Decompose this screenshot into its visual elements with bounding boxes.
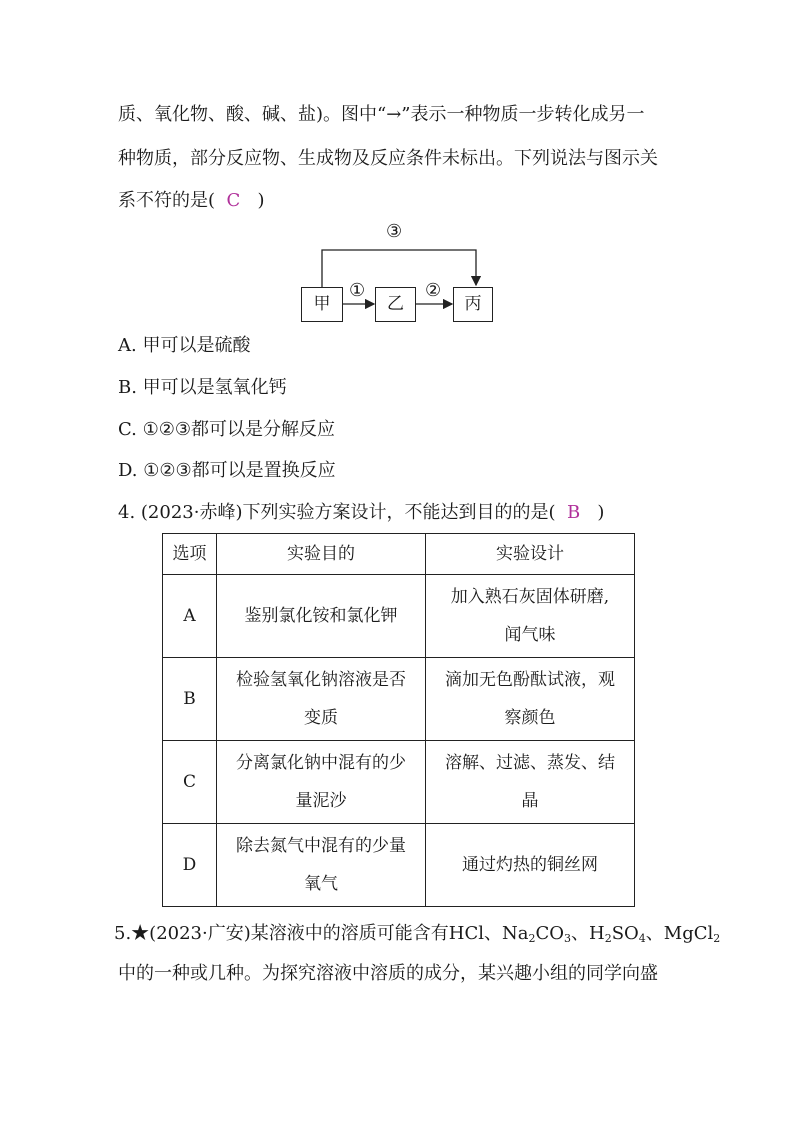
answer-q4: B [566,502,581,523]
table-cell-option: A [163,575,217,658]
table-row [163,741,635,824]
formula-part: H [589,923,605,944]
table-header: 选项 [163,534,217,575]
cell-text: 检验氢氧化钠溶液是否 [236,670,406,690]
formula-part: MgCl [663,923,714,944]
formula-na2co3 [502,923,571,944]
formula-mgcl2 [664,923,720,944]
table-cell-design [426,741,635,824]
table-cell-purpose [217,824,426,907]
formula-sub: 4 [638,932,646,945]
table-cell-purpose [217,741,426,824]
formula-part: SO [611,923,639,944]
table-cell-option: C [163,741,217,824]
cell-text: 通过灼热的铜丝网 [462,855,598,875]
box-jia: 甲 [301,287,343,322]
table-header: 实验目的 [217,534,426,575]
cell-text: 除去氮气中混有的少量 [236,836,406,856]
experiment-table [162,533,635,907]
label-arrow-1: ① [349,280,366,301]
q4-suffix: ) [597,502,605,523]
formula-part: CO [535,923,564,944]
intro-line-2: 种物质，部分反应物、生成物及反应条件未标出。下列说法与图示关 [118,148,658,169]
table-cell-purpose [217,658,426,741]
separator: 、 [645,923,664,944]
q4-text: 4. (2023·赤峰)下列实验方案设计，不能达到目的的是( [118,502,556,523]
option-c: C. ①②③都可以是分解反应 [118,419,335,440]
table-cell-design [426,575,635,658]
intro-suffix: ) [257,190,265,211]
cell-text: 加入熟石灰固体研磨, [450,587,610,607]
table-row [163,824,635,907]
table-cell-option: D [163,824,217,907]
cell-text: 溶解、过滤、蒸发、结 [445,753,615,773]
formula-sub: 2 [713,932,721,945]
cell-text: 氧气 [304,874,338,894]
cell-text: 分离氯化钠中混有的少 [236,753,406,773]
option-a: A. 甲可以是硫酸 [118,335,251,356]
table-header: 实验设计 [426,534,635,575]
table-row [163,575,635,658]
table-header-row [163,534,635,575]
question-4 [118,501,604,525]
table-cell-purpose [217,575,426,658]
cell-text: 察颜色 [504,708,556,728]
arrow-3-line [322,250,476,287]
answer-q3: C [226,190,241,211]
cell-text: 滴加无色酚酞试液，观 [445,670,615,690]
table-cell-option: B [163,658,217,741]
formula-sub: 3 [564,932,571,945]
intro-line-1: 质、氧化物、酸、碱、盐)。图中“→”表示一种物质一步转化成另一 [118,104,645,125]
option-b: B. 甲可以是氢氧化钙 [118,377,287,398]
cell-text: 变质 [304,708,338,728]
box-yi: 乙 [375,287,416,322]
cell-text: 量泥沙 [295,791,347,811]
table-cell-design [426,658,635,741]
question-5-line-1 [114,922,720,951]
formula-sub: 2 [604,932,612,945]
cell-text: 闻气味 [504,625,556,645]
q5-text: 5.★(2023·广安)某溶液中的溶质可能含有HCl、 [114,923,502,944]
table-cell-design [426,824,635,907]
formula-sub: 2 [528,932,536,945]
formula-h2so4 [589,923,646,944]
separator: 、 [571,923,589,944]
intro-prefix: 系不符的是( [118,190,216,211]
label-arrow-2: ② [425,280,442,301]
cell-text: 晶 [521,791,539,811]
table-row [163,658,635,741]
label-arrow-3: ③ [386,221,403,242]
box-bing: 丙 [453,287,493,322]
formula-part: Na [501,923,529,944]
cell-text: 鉴别氯化铵和氯化钾 [244,606,398,626]
option-d: D. ①②③都可以是置换反应 [118,460,336,481]
question-5-line-2: 中的一种或几种。为探究溶液中溶质的成分，某兴趣小组的同学向盛 [118,963,658,984]
